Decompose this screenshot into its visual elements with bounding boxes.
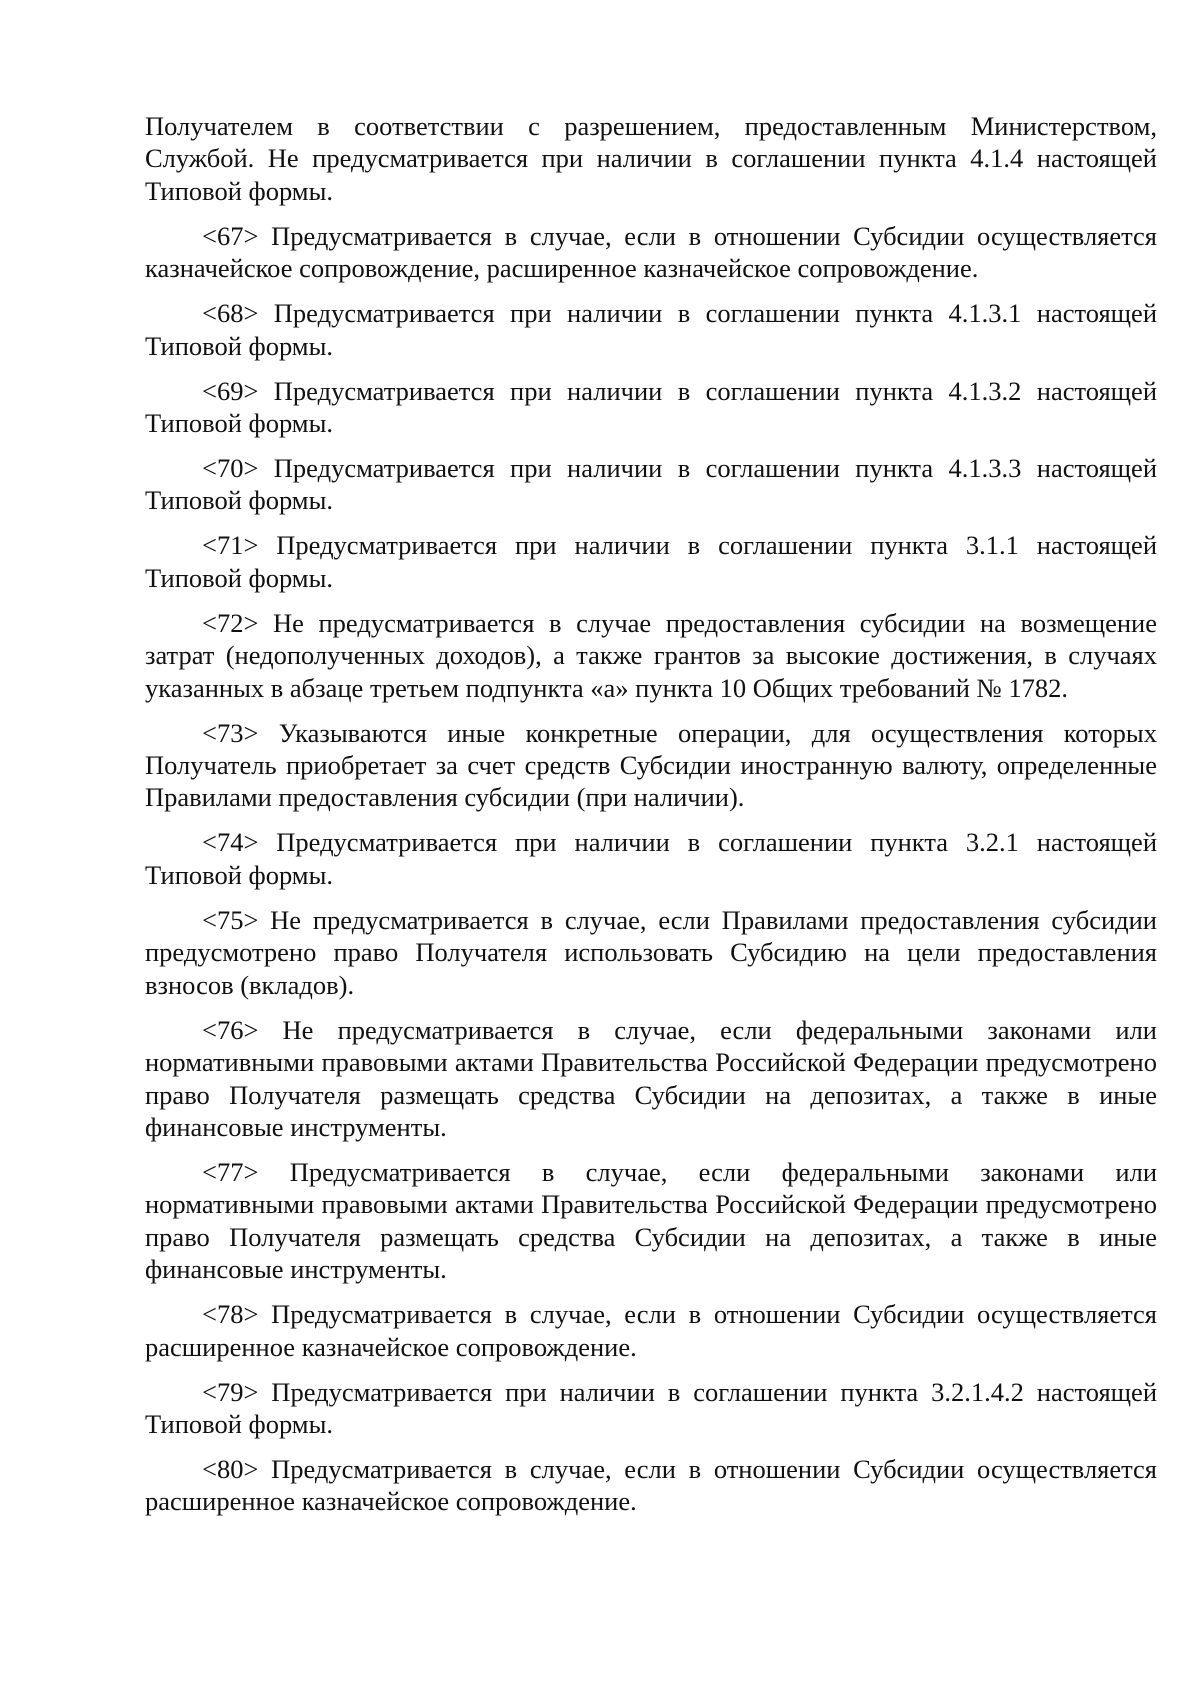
- footnote-68: <68> Предусматривается при наличии в соглашении пункта 4.1.3.1 настоящей Типовой формы.: [145, 298, 1157, 361]
- footnote-69: <69> Предусматривается при наличии в соглашении пункта 4.1.3.2 настоящей Типовой формы.: [145, 375, 1157, 439]
- footnote-72: <72> Не предусматривается в случае предоставления субсидии на возмещение затрат (недополученных доходов), а также грантов за высокие достижения, в случаях указанных в абзаце третьем подпункта «а» пункта 10 Общих требований № 1782.: [145, 607, 1157, 703]
- footnote-79: <79> Предусматривается при наличии в соглашении пункта 3.2.1.4.2 настоящей Типовой формы.: [145, 1376, 1157, 1439]
- document-page: [145, 110, 1157, 1530]
- footnote-78: <78> Предусматривается в случае, если в отношении Субсидии осуществляется расширенное казначейское сопровождение.: [145, 1299, 1157, 1362]
- footnote-74: <74> Предусматривается при наличии в соглашении пункта 3.2.1 настоящей Типовой формы.: [145, 827, 1157, 890]
- footnote-76: <76> Не предусматривается в случае, если федеральными законами или нормативными правовыми актами Правительства Российской Федерации предусмотрено право Получателя размещать средства Субсидии на депозитах, а также в иные финансовые инструменты.: [145, 1014, 1157, 1142]
- paragraph-continuation: Получателем в соответствии с разрешением, предоставленным Министерством, Службой. Не предусматривается при наличии в соглашении пункта 4.1.4 настоящей Типовой формы.: [145, 111, 1157, 206]
- footnote-67: <67> Предусматривается в случае, если в отношении Субсидии осуществляется казначейское сопровождение, расширенное казначейское сопровождение.: [145, 220, 1157, 284]
- footnote-80: <80> Предусматривается в случае, если в отношении Субсидии осуществляется расширенное казначейское сопровождение.: [145, 1453, 1157, 1517]
- footnote-77: <77> Предусматривается в случае, если федеральными законами или нормативными правовыми актами Правительства Российской Федерации предусмотрено право Получателя размещать средства Субсидии на депозитах, а также в иные финансовые инструменты.: [145, 1156, 1157, 1285]
- footnote-73: <73> Указываются иные конкретные операции, для осуществления которых Получатель приобретает за счет средств Субсидии иностранную валюту, определенные Правилами предоставления субсидии (при наличии).: [145, 717, 1157, 813]
- footnote-70: <70> Предусматривается при наличии в соглашении пункта 4.1.3.3 настоящей Типовой формы.: [145, 453, 1157, 516]
- footnote-71: <71> Предусматривается при наличии в соглашении пункта 3.1.1 настоящей Типовой формы.: [145, 530, 1157, 593]
- footnote-75: <75> Не предусматривается в случае, если Правилами предоставления субсидии предусмотрено право Получателя использовать Субсидию на цели предоставления взносов (вкладов).: [145, 904, 1157, 1000]
